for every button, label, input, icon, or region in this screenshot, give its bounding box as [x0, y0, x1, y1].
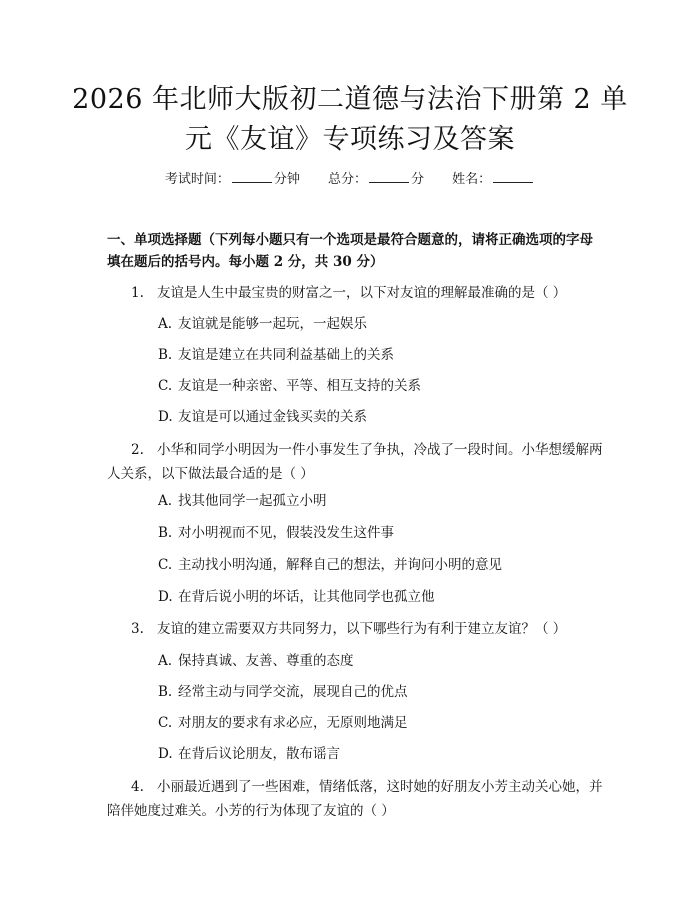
name-field [452, 170, 535, 189]
option-text: 找其他同学一起孤立小明 [178, 493, 327, 509]
exam-time-blank [232, 170, 272, 183]
question-2-option-d [158, 587, 598, 607]
option-letter: A. [158, 493, 173, 509]
option-text: 经常主动与同学交流，展现自己的优点 [178, 684, 408, 700]
exam-time-field [165, 170, 300, 189]
option-text: 在背后说小明的坏话，让其他同学也孤立他 [178, 589, 435, 605]
option-text: 主动找小明沟通，解释自己的想法，并询问小明的意见 [178, 557, 502, 573]
question-2-option-c [158, 555, 598, 575]
question-1-option-d [158, 407, 598, 427]
section-1-title: 一、单项选择题（下列每小题只有一个选项是最符合题意的，请将正确选项的字母填在题后的括号内。每小题 2 分，共 30 分） [107, 232, 593, 270]
option-letter: C. [158, 378, 173, 394]
option-letter: A. [158, 653, 173, 669]
option-letter: D. [158, 746, 173, 762]
title-line-2: 元《友谊》专项练习及答案 [185, 124, 515, 155]
question-1-text: 友谊是人生中最宝贵的财富之一，以下对友谊的理解最准确的是（ ） [157, 285, 567, 301]
option-letter: B. [158, 347, 173, 363]
option-text: 友谊是建立在共同利益基础上的关系 [178, 347, 394, 363]
question-1-option-a [158, 314, 598, 334]
total-score-field [328, 170, 424, 189]
question-2-text: 小华和同学小明因为一件小事发生了争执，冷战了一段时间。小华想缓解两人关系，以下做法最合适的是（ ） [107, 442, 603, 482]
option-text: 对朋友的要求有求必应，无原则地满足 [178, 715, 408, 731]
question-3-option-a [158, 651, 598, 671]
exam-time-label: 考试时间： [164, 172, 230, 187]
question-3-option-b [158, 682, 598, 702]
option-letter: D. [158, 589, 173, 605]
option-text: 友谊是一种亲密、平等、相互支持的关系 [178, 378, 421, 394]
question-1 [107, 281, 607, 305]
question-3 [107, 617, 607, 641]
question-2-option-a [158, 491, 598, 511]
question-1-number: 1. [131, 285, 144, 301]
exam-meta [0, 170, 700, 189]
question-3-text: 友谊的建立需要双方共同努力，以下哪些行为有利于建立友谊？（ ） [157, 621, 567, 637]
question-3-number: 3. [131, 621, 144, 637]
option-letter: C. [158, 557, 173, 573]
question-4-text: 小丽最近遇到了一些困难，情绪低落，这时她的好朋友小芳主动关心她，并陪伴她度过难关。小芳的行为体现了友谊的（ ） [107, 779, 603, 819]
question-1-option-c [158, 376, 598, 396]
title-line-1: 2026 年北师大版初二道德与法治下册第 2 单 [72, 84, 628, 115]
total-score-label: 总分： [327, 172, 367, 187]
total-score-blank [369, 170, 409, 183]
document-title [70, 80, 630, 160]
option-text: 友谊就是能够一起玩，一起娱乐 [178, 316, 367, 332]
question-3-option-d [158, 744, 598, 764]
question-1-option-b [158, 345, 598, 365]
option-text: 在背后议论朋友，散布谣言 [178, 746, 340, 762]
option-letter: C. [158, 715, 173, 731]
option-text: 对小明视而不见，假装没发生这件事 [178, 525, 394, 541]
option-text: 友谊是可以通过金钱买卖的关系 [178, 409, 367, 425]
total-score-unit: 分 [411, 172, 425, 187]
name-blank [493, 170, 533, 183]
option-text: 保持真诚、友善、尊重的态度 [178, 653, 354, 669]
question-2-number: 2. [131, 442, 144, 458]
option-letter: B. [158, 525, 173, 541]
question-2-option-b [158, 523, 598, 543]
name-label: 姓名： [452, 172, 492, 187]
option-letter: A. [158, 316, 173, 332]
question-4 [107, 775, 607, 823]
option-letter: D. [158, 409, 173, 425]
question-4-number: 4. [131, 779, 144, 795]
question-3-option-c [158, 713, 598, 733]
option-letter: B. [158, 684, 173, 700]
exam-time-unit: 分钟 [273, 172, 300, 187]
question-2 [107, 438, 607, 486]
